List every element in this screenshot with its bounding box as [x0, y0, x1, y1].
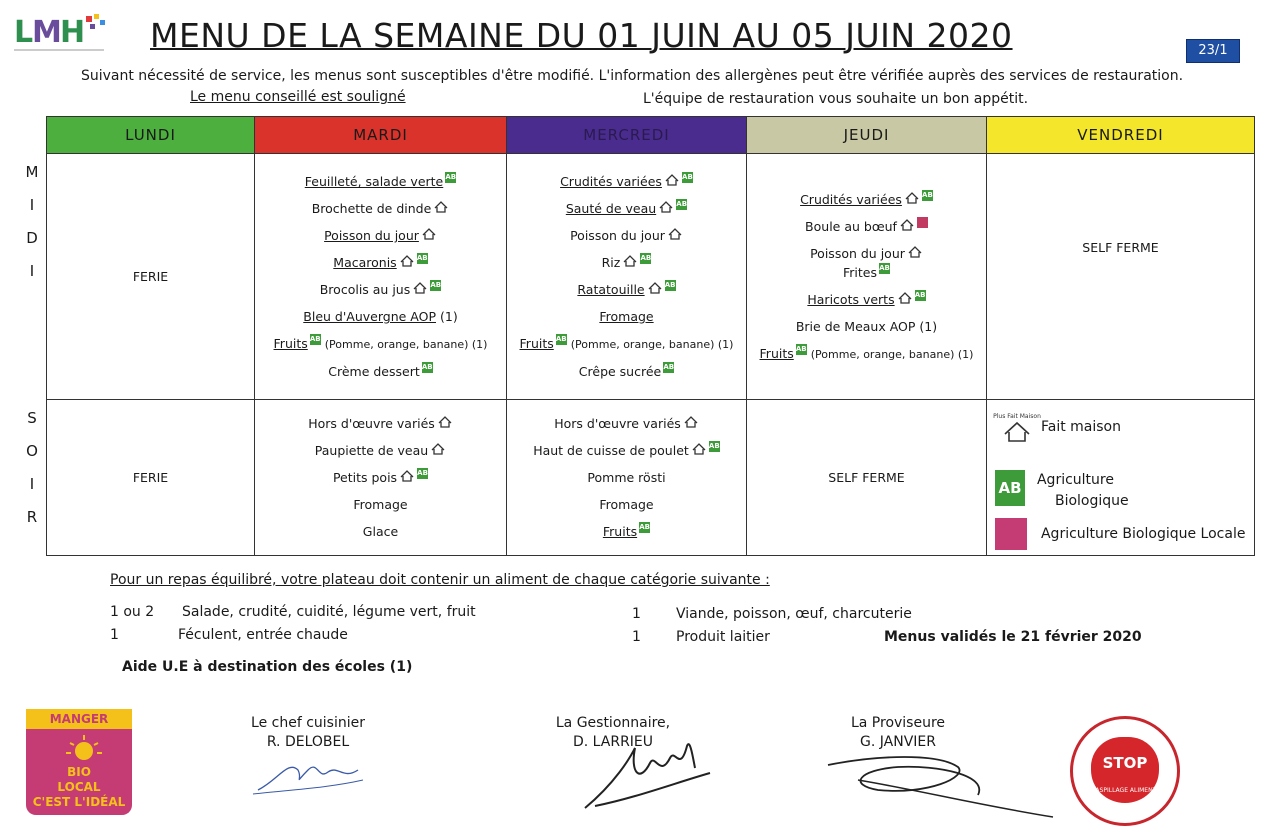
midi-jeudi-cell	[747, 154, 987, 400]
stop-waste-logo: STOP AU GASPILLAGE ALIMENTAIRE	[1070, 716, 1180, 826]
side-letter: O	[26, 442, 38, 460]
homemade-icon	[412, 280, 428, 295]
svg-text:M: M	[32, 15, 62, 50]
homemade-icon	[430, 441, 446, 456]
signature-proviseure: La Proviseure G. JANVIER	[850, 715, 946, 750]
organic-icon: AB	[417, 469, 428, 477]
dish: Pomme rösti	[587, 470, 666, 485]
organic-icon: AB	[430, 281, 442, 289]
homemade-icon	[907, 244, 923, 259]
validation-date: Menus validés le 21 février 2020	[884, 629, 1142, 645]
organic-icon: AB	[640, 254, 652, 262]
signature-chef-scribble	[248, 750, 368, 800]
dish: Brochette de dinde	[256, 195, 505, 222]
midi-mercredi-cell	[507, 154, 747, 400]
closed-label: FERIE	[132, 470, 169, 485]
dish: Fromage	[599, 497, 654, 512]
dish: Macaronis AB	[333, 254, 428, 270]
dish: Sauté de veau AB	[565, 200, 688, 216]
organic-icon: AB	[676, 200, 688, 208]
legend-ab: AB Agriculture Biologique	[995, 470, 1129, 512]
midi-mardi-cell	[255, 154, 507, 400]
dish: Hors d'œuvre variés	[256, 410, 505, 437]
dish: Frites AB	[843, 263, 890, 280]
homemade-icon	[433, 199, 449, 214]
dish: Fruits AB (Pomme, orange, banane) (1)	[273, 335, 488, 351]
organic-icon: AB	[663, 363, 675, 371]
day-header-mercredi: MERCREDI	[507, 117, 747, 154]
soir-mardi-cell	[255, 400, 507, 556]
side-letter: M	[25, 163, 39, 181]
dish: Boule au bœuf	[748, 213, 985, 240]
midi-vendredi-cell	[987, 154, 1255, 400]
homemade-icon	[658, 199, 674, 214]
dish: Hors d'œuvre variés	[508, 410, 745, 437]
homemade-icon	[993, 410, 1041, 444]
day-header-mardi: MARDI	[255, 117, 507, 154]
day-header-vendredi: VENDREDI	[987, 117, 1255, 154]
homemade-icon	[667, 226, 683, 241]
midi-lundi-cell	[47, 154, 255, 400]
svg-text:H: H	[60, 15, 86, 50]
homemade-icon	[897, 290, 913, 305]
soir-jeudi-cell	[747, 400, 987, 556]
side-letter: I	[29, 196, 35, 214]
homemade-icon	[647, 280, 663, 295]
homemade-icon	[399, 468, 415, 483]
organic-icon: AB	[879, 263, 890, 272]
organic-icon: AB	[416, 254, 428, 262]
menu-grid	[46, 116, 1254, 556]
organic-icon: AB	[309, 335, 321, 343]
homemade-icon	[899, 217, 915, 232]
ab-logo: AB	[995, 470, 1025, 506]
closed-label: FERIE	[132, 269, 169, 284]
dish: Fruits AB	[602, 523, 650, 539]
soir-mercredi-cell	[507, 400, 747, 556]
dish: Poisson du jour	[256, 222, 505, 249]
side-letter: S	[27, 409, 37, 427]
guidance-row: 1 Produit laitier	[632, 629, 770, 645]
day-header-lundi: LUNDI	[47, 117, 255, 154]
dish: Haricots verts AB	[807, 290, 926, 307]
dish: Fruits AB (Pomme, orange, banane) (1)	[759, 344, 974, 361]
dish: Glace	[362, 524, 399, 539]
legend-fait-maison: Plus Fait Maison Fait maison	[997, 410, 1121, 444]
dish: Crème dessert AB	[328, 363, 433, 379]
guidance-intro: Pour un repas équilibré, votre plateau doit contenir un aliment de chaque catégorie suivante :	[110, 572, 770, 588]
local-organic-icon	[995, 518, 1027, 550]
homemade-icon	[664, 172, 680, 187]
organic-icon: AB	[555, 335, 567, 343]
dish: Fromage	[599, 309, 654, 324]
homemade-icon	[399, 253, 415, 268]
organic-icon: AB	[682, 173, 693, 181]
organic-icon: AB	[914, 290, 926, 299]
day-header-jeudi: JEUDI	[747, 117, 987, 154]
legend-ab-locale: Agriculture Biologique Locale	[995, 518, 1245, 550]
homemade-icon	[622, 253, 638, 268]
organic-icon: AB	[664, 281, 676, 289]
svg-text:Plus Fait Maison: Plus Fait Maison	[993, 413, 1041, 420]
dish: Feuilleté, salade verte AB	[304, 173, 457, 189]
lmh-logo	[14, 10, 110, 54]
dish: Brocolis au jus AB	[319, 281, 442, 297]
dish: Crudités variées AB	[560, 173, 693, 189]
homemade-icon	[683, 414, 699, 429]
dish: Crêpe sucrée AB	[578, 363, 675, 379]
local-organic-icon	[917, 217, 928, 228]
homemade-icon	[437, 414, 453, 429]
dish: Brie de Meaux AOP (1)	[795, 318, 938, 334]
sun-icon	[26, 733, 132, 763]
side-letter: I	[29, 475, 35, 493]
organic-icon: AB	[421, 363, 433, 371]
guidance-row: 1 ou 2 Salade, crudité, cuidité, légume vert, fruit	[110, 604, 476, 620]
signature-gestionnaire-scribble	[575, 728, 725, 818]
organic-icon: AB	[922, 190, 933, 199]
organic-icon: AB	[795, 344, 807, 353]
side-letter: I	[29, 262, 35, 280]
dish: Poisson du jour	[748, 240, 985, 263]
guidance-row: 1 Féculent, entrée chaude	[110, 627, 348, 643]
dish: Ratatouille AB	[577, 281, 676, 297]
legend-cell	[987, 400, 1255, 556]
dish: Paupiette de veau	[256, 437, 505, 464]
service-notice: Suivant nécessité de service, les menus sont susceptibles d'être modifié. L'information des allergènes peut être vérifiée auprès des services de restauration.	[80, 68, 1184, 84]
homemade-icon	[904, 190, 920, 205]
dish: Riz AB	[601, 254, 652, 270]
dish: Bleu d'Auvergne AOP (1)	[303, 309, 458, 324]
closed-label: SELF FERME	[828, 470, 905, 485]
signature-gestionnaire: La Gestionnaire, D. LARRIEU	[555, 715, 671, 750]
side-letter: R	[26, 508, 38, 526]
dish: Fruits AB (Pomme, orange, banane) (1)	[519, 335, 734, 351]
dish: Poisson du jour	[508, 222, 745, 249]
dish: Petits pois AB	[332, 469, 428, 485]
organic-icon: AB	[639, 523, 650, 531]
closed-label: SELF FERME	[1082, 240, 1159, 255]
eu-aid-note: Aide U.E à destination des écoles (1)	[122, 659, 413, 675]
recommended-note: Le menu conseillé est souligné	[190, 89, 406, 105]
organic-icon: AB	[445, 173, 457, 181]
side-letter: D	[26, 229, 38, 247]
signature-chef: Le chef cuisinier R. DELOBEL	[251, 715, 365, 750]
organic-icon: AB	[708, 442, 720, 450]
page-number-badge: 23/1	[1186, 39, 1240, 63]
homemade-icon	[691, 441, 707, 456]
homemade-icon	[421, 226, 437, 241]
greeting: L'équipe de restauration vous souhaite un bon appétit.	[643, 91, 1029, 107]
bio-local-badge: MANGER BIO LOCAL C'EST L'IDÉAL	[26, 709, 132, 815]
dish: Haut de cuisse de poulet AB	[533, 442, 720, 458]
page-title: MENU DE LA SEMAINE DU 01 JUIN AU 05 JUIN 2020	[150, 16, 1013, 55]
soir-lundi-cell	[47, 400, 255, 556]
svg-text:L: L	[14, 15, 34, 50]
dish: Crudités variées AB	[800, 190, 933, 207]
guidance-row: 1 Viande, poisson, œuf, charcuterie	[632, 606, 912, 622]
dish: Fromage	[353, 497, 408, 512]
signature-proviseure-scribble	[818, 745, 1058, 825]
